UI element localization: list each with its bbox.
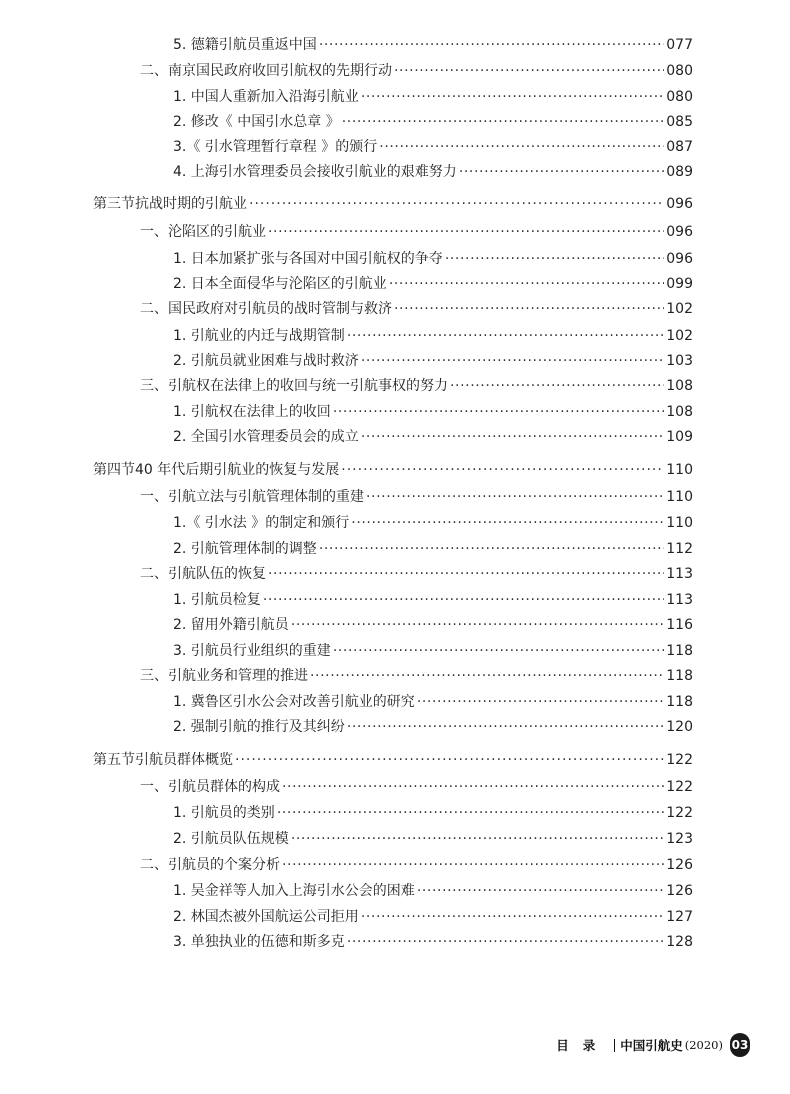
toc-page-number: 122 (666, 805, 693, 821)
toc-page-number: 096 (666, 224, 693, 240)
toc-entry-label: 二、引航队伍的恢复 (140, 566, 266, 582)
toc-item-entry (173, 588, 693, 612)
toc-entry-label: 三、引航权在法律上的收回与统一引航事权的努力 (140, 378, 448, 394)
toc-item-entry (173, 425, 693, 449)
toc-entry-label: 1. 引航权在法律上的收回 (173, 404, 331, 420)
toc-section-entry (93, 458, 693, 482)
toc-page-number: 123 (666, 831, 693, 847)
toc-entry-label: 3. 引航员行业组织的重建 (173, 643, 331, 659)
toc-entry-label: 一、沦陷区的引航业 (140, 224, 266, 240)
toc-dot-leader (249, 192, 664, 216)
toc-subsection-entry (140, 297, 693, 321)
toc-page-number: 120 (666, 719, 693, 735)
toc-entry-label: 二、南京国民政府收回引航权的先期行动 (140, 63, 392, 79)
toc-dot-leader (333, 400, 664, 424)
toc-section-number: 第五节 (93, 752, 135, 768)
toc-subsection-entry (140, 374, 693, 398)
toc-dot-leader (394, 297, 664, 321)
toc-entry-label: 2. 引航员队伍规模 (173, 831, 289, 847)
toc-page-number: 122 (666, 779, 693, 795)
footer-section-label: 目录 (556, 1038, 610, 1053)
toc-subsection-entry (140, 775, 693, 799)
toc-entry-label: 二、国民政府对引航员的战时管制与救济 (140, 301, 392, 317)
toc-page-number: 110 (666, 462, 693, 478)
toc-entry-label: 1. 引航员的类别 (173, 805, 275, 821)
toc-item-entry (173, 110, 693, 134)
toc-dot-leader (319, 33, 664, 57)
toc-page-number: 087 (666, 139, 693, 155)
footer-divider (614, 1039, 615, 1052)
toc-item-entry (173, 160, 693, 184)
toc-page-number: 110 (666, 489, 693, 505)
toc-dot-leader (459, 160, 664, 184)
toc-dot-leader (394, 59, 664, 83)
toc-item-entry (173, 801, 693, 825)
toc-entry-label: 1. 冀鲁区引水公会对改善引航业的研究 (173, 694, 415, 710)
toc-page-number: 118 (666, 668, 693, 684)
toc-entry-label: 2. 修改《 中国引水总章 》 (173, 114, 340, 130)
footer-book-title: 中国引航史 (620, 1038, 683, 1053)
toc-item-entry (173, 400, 693, 424)
toc-dot-leader (291, 613, 664, 637)
toc-entry-label: 一、引航员群体的构成 (140, 779, 280, 795)
toc-page-number: 077 (666, 37, 693, 53)
toc-item-entry (173, 879, 693, 903)
toc-page-number: 112 (666, 541, 693, 557)
toc-dot-leader (268, 220, 664, 244)
toc-entry-label: 2. 引航管理体制的调整 (173, 541, 317, 557)
toc-subsection-entry (140, 664, 693, 688)
toc-entry-label: 2. 林国杰被外国航运公司拒用 (173, 909, 359, 925)
toc-section-title: 抗战时期的引航业 (135, 196, 247, 212)
toc-entry-label: 2. 日本全面侵华与沦陷区的引航业 (173, 276, 387, 292)
toc-section-entry (93, 192, 693, 216)
toc-item-entry (173, 33, 693, 57)
toc-page-number: 116 (666, 617, 693, 633)
toc-dot-leader (361, 349, 664, 373)
toc-page-number: 109 (666, 429, 693, 445)
toc-subsection-entry (140, 853, 693, 877)
toc-entry-label (93, 458, 339, 482)
toc-dot-leader (277, 801, 664, 825)
toc-entry-label: 1. 中国人重新加入沿海引航业 (173, 89, 359, 105)
toc-dot-leader (347, 930, 664, 954)
toc-page-number: 118 (666, 643, 693, 659)
toc-entry-label: 1. 引航员检复 (173, 592, 261, 608)
toc-dot-leader (445, 247, 664, 271)
toc-entry-label: 1. 日本加紧扩张与各国对中国引航权的争夺 (173, 251, 443, 267)
toc-item-entry (173, 272, 693, 296)
toc-page-number: 099 (666, 276, 693, 292)
toc-page-number: 113 (666, 592, 693, 608)
toc-item-entry (173, 247, 693, 271)
toc-dot-leader (351, 511, 664, 535)
toc-dot-leader (361, 425, 664, 449)
toc-page-number: 122 (666, 752, 693, 768)
toc-entry-label: 5. 德籍引航员重返中国 (173, 37, 317, 53)
toc-dot-leader (341, 458, 664, 482)
toc-page-number: 080 (666, 89, 693, 105)
toc-page-number: 128 (666, 934, 693, 950)
toc-page-number: 080 (666, 63, 693, 79)
toc-dot-leader (333, 639, 664, 663)
footer-year: (2020) (684, 1038, 723, 1052)
toc-entry-label (93, 192, 247, 216)
toc-section-title: 引航员群体概览 (135, 752, 233, 768)
toc-dot-leader (310, 664, 664, 688)
toc-subsection-entry (140, 59, 693, 83)
toc-dot-leader (389, 272, 664, 296)
toc-dot-leader (417, 690, 664, 714)
toc-page-number: 102 (666, 301, 693, 317)
toc-entry-label: 1. 引航业的内迁与战期管制 (173, 328, 345, 344)
toc-item-entry (173, 827, 693, 851)
toc-dot-leader (235, 748, 664, 772)
toc-item-entry (173, 349, 693, 373)
toc-entry-label: 2. 引航员就业困难与战时救济 (173, 353, 359, 369)
toc-item-entry (173, 613, 693, 637)
toc-page-number: 103 (666, 353, 693, 369)
toc-item-entry (173, 715, 693, 739)
toc-entry-label: 1.《 引水法 》的制定和颁行 (173, 515, 350, 531)
toc-page-number: 096 (666, 196, 693, 212)
toc-dot-leader (319, 537, 664, 561)
toc-page-number: 110 (666, 515, 693, 531)
toc-page-number: 102 (666, 328, 693, 344)
toc-dot-leader (347, 715, 664, 739)
toc-page-number: 127 (666, 909, 693, 925)
toc-entry-label: 2. 留用外籍引航员 (173, 617, 289, 633)
toc-dot-leader (347, 324, 664, 348)
toc-entry-label: 一、引航立法与引航管理体制的重建 (140, 489, 364, 505)
toc-item-entry (173, 537, 693, 561)
toc-page-number: 118 (666, 694, 693, 710)
toc-page-number: 089 (666, 164, 693, 180)
toc-item-entry (173, 639, 693, 663)
toc-page-number: 113 (666, 566, 693, 582)
toc-dot-leader (291, 827, 664, 851)
toc-dot-leader (282, 853, 664, 877)
toc-section-number: 第四节 (93, 462, 135, 478)
toc-item-entry (173, 905, 693, 929)
toc-dot-leader (450, 374, 664, 398)
toc-item-entry (173, 511, 693, 535)
toc-item-entry (173, 690, 693, 714)
toc-page-number: 126 (666, 883, 693, 899)
toc-subsection-entry (140, 485, 693, 509)
toc-page-number: 108 (666, 404, 693, 420)
toc-entry-label: 3. 单独执业的伍德和斯多克 (173, 934, 345, 950)
toc-dot-leader (263, 588, 664, 612)
toc-dot-leader (417, 879, 664, 903)
toc-page-number: 108 (666, 378, 693, 394)
toc-entry-label: 2. 全国引水管理委员会的成立 (173, 429, 359, 445)
toc-entry-label: 1. 吴金祥等人加入上海引水公会的困难 (173, 883, 415, 899)
toc-entry-label: 三、引航业务和管理的推进 (140, 668, 308, 684)
page-footer (540, 1032, 750, 1058)
toc-item-entry (173, 85, 693, 109)
toc-entry-label: 3.《 引水管理暂行章程 》的颁行 (173, 139, 378, 155)
toc-page-number: 126 (666, 857, 693, 873)
toc-dot-leader (282, 775, 664, 799)
toc-subsection-entry (140, 562, 693, 586)
toc-subsection-entry (140, 220, 693, 244)
toc-item-entry (173, 324, 693, 348)
toc-item-entry (173, 930, 693, 954)
toc-entry-label (93, 748, 233, 772)
toc-entry-label: 4. 上海引水管理委员会接收引航业的艰难努力 (173, 164, 457, 180)
toc-page-number: 096 (666, 251, 693, 267)
toc-page-number: 085 (666, 114, 693, 130)
toc-section-title: 40 年代后期引航业的恢复与发展 (135, 462, 340, 478)
toc-dot-leader (268, 562, 664, 586)
toc-dot-leader (379, 135, 664, 159)
page-number-badge: 03 (730, 1033, 750, 1057)
toc-dot-leader (361, 905, 664, 929)
toc-item-entry (173, 135, 693, 159)
toc-entry-label: 二、引航员的个案分析 (140, 857, 280, 873)
toc-dot-leader (366, 485, 664, 509)
toc-dot-leader (342, 110, 665, 134)
toc-entry-label: 2. 强制引航的推行及其纠纷 (173, 719, 345, 735)
toc-dot-leader (361, 85, 664, 109)
toc-section-entry (93, 748, 693, 772)
toc-section-number: 第三节 (93, 196, 135, 212)
